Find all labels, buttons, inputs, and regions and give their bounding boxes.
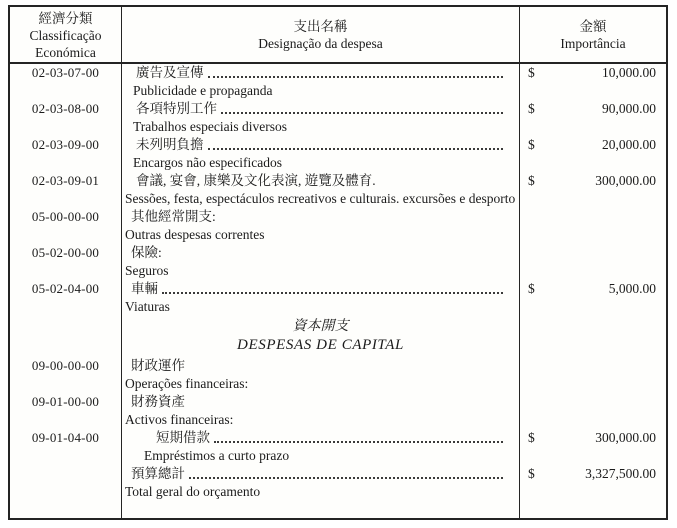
header-amount	[520, 7, 666, 62]
expense-name-pt: Publicidade e propaganda	[133, 83, 273, 98]
currency-symbol: $	[528, 101, 535, 116]
amount-value: 300,000.00	[595, 430, 656, 445]
section-title-zh: 資本開支	[292, 319, 349, 334]
expense-name-zh: 會議, 宴會, 康樂及文化表演, 遊覽及體育.	[136, 173, 376, 188]
expense-name-pt: Seguros	[125, 263, 169, 278]
dot-leader	[162, 292, 503, 294]
table-row	[10, 64, 666, 100]
section-title-pt: DESPESAS DE CAPITAL	[237, 337, 404, 353]
section-header-row	[10, 316, 666, 357]
amount-value: 5,000.00	[608, 281, 656, 296]
row-code: 02-03-09-00	[10, 136, 122, 172]
table-row	[10, 393, 666, 429]
currency-symbol: $	[528, 466, 535, 481]
row-code: 09-01-04-00	[10, 429, 122, 465]
table-row	[10, 208, 666, 244]
expense-name-zh: 各項特別工作	[136, 101, 217, 116]
expense-name-zh: 短期借款	[156, 430, 210, 445]
row-code: 09-00-00-00	[10, 357, 122, 393]
expense-name-pt: Trabalhos especiais diversos	[133, 119, 287, 134]
currency-symbol: $	[528, 281, 535, 296]
table-row	[10, 429, 666, 465]
dot-leader	[221, 112, 503, 114]
header-classification	[10, 7, 122, 62]
expense-name-pt: Viaturas	[125, 299, 170, 314]
dot-leader	[208, 148, 504, 150]
expense-name-zh: 保險:	[131, 245, 162, 260]
table-body	[10, 64, 666, 518]
expense-name-zh: 財政運作	[131, 358, 185, 373]
header-amount-pt: Importância	[560, 36, 626, 51]
currency-symbol: $	[528, 65, 535, 80]
amount-value: 10,000.00	[602, 65, 656, 80]
row-code: 05-00-00-00	[10, 208, 122, 244]
dot-leader	[214, 441, 503, 443]
expense-name-pt: Sessões, festa, espectáculos recreativos e culturais. excursões e desporto	[125, 191, 516, 206]
table-row	[10, 244, 666, 280]
header-designation-pt: Designação da despesa	[258, 36, 383, 51]
expense-name-pt: Empréstimos a curto prazo	[144, 448, 290, 463]
expense-name-zh: 財務資產	[131, 394, 185, 409]
header-amount-zh: 金額	[579, 19, 607, 34]
amount-value: 20,000.00	[602, 137, 656, 152]
header-designation-zh: 支出名稱	[293, 19, 348, 34]
currency-symbol: $	[528, 173, 535, 188]
total-row	[10, 465, 666, 518]
dot-leader	[208, 76, 504, 78]
total-amount-value: 3,327,500.00	[585, 466, 656, 481]
row-code: 02-03-07-00	[10, 64, 122, 100]
amount-value: 90,000.00	[602, 101, 656, 116]
row-code: 02-03-09-01	[10, 172, 122, 208]
total-label-pt: Total geral do orçamento	[125, 484, 261, 499]
table-row	[10, 280, 666, 316]
expense-name-zh: 未列明負擔	[136, 137, 204, 152]
currency-symbol: $	[528, 137, 535, 152]
row-code: 05-02-04-00	[10, 280, 122, 316]
table-row	[10, 100, 666, 136]
expense-name-pt: Outras despesas correntes	[125, 227, 265, 242]
expense-name-pt: Operações financeiras:	[125, 376, 249, 391]
header-classification-zh: 經濟分類	[38, 10, 93, 26]
budget-table	[8, 5, 668, 520]
expense-name-zh: 廣告及宣傳	[136, 65, 204, 80]
table-row	[10, 357, 666, 393]
expense-name-pt: Encargos não especificados	[133, 155, 282, 170]
header-designation	[122, 7, 520, 62]
amount-value: 300,000.00	[595, 173, 656, 188]
row-code: 09-01-00-00	[10, 393, 122, 429]
total-label-zh: 預算總計	[131, 466, 185, 481]
currency-symbol: $	[528, 430, 535, 445]
expense-name-zh: 車輛	[131, 281, 158, 296]
table-header	[10, 7, 666, 64]
expense-name-pt: Activos financeiras:	[125, 412, 234, 427]
row-code: 02-03-08-00	[10, 100, 122, 136]
header-classification-pt1: Classificação	[29, 27, 102, 43]
header-classification-pt2: Económica	[35, 44, 96, 60]
expense-name-zh: 其他經常開支:	[131, 209, 216, 224]
table-row	[10, 136, 666, 172]
row-code: 05-02-00-00	[10, 244, 122, 280]
dot-leader	[189, 477, 503, 479]
table-row	[10, 172, 666, 208]
